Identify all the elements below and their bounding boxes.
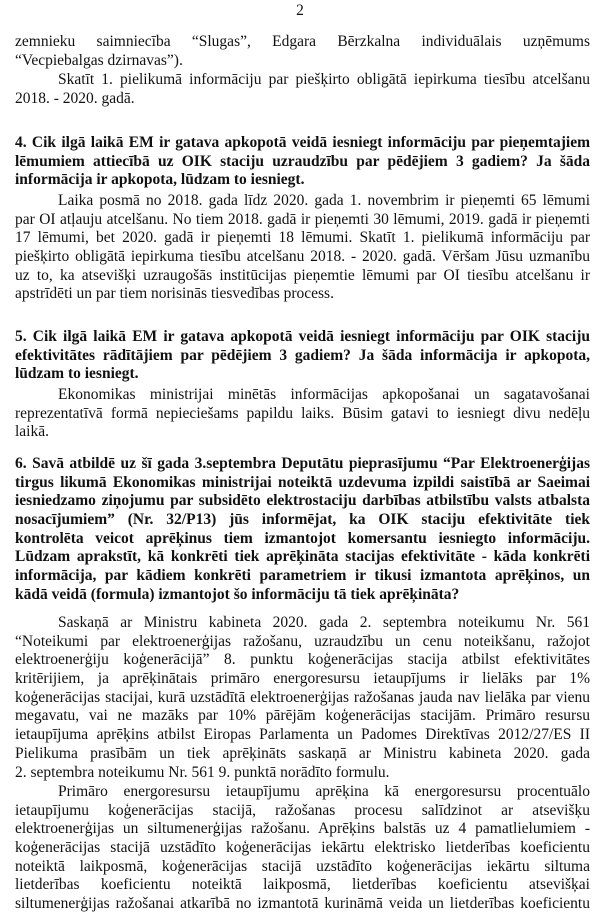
- text-line: lēmumiem attiecībā uz OIK staciju uzraudzību par pēdējiem 3 gadiem? Ja šāda: [15, 152, 590, 170]
- text-line: laikā.: [15, 423, 49, 441]
- text-line: zemnieku saimniecība “Slugas”, Edgara Bērzkalna individuālais uzņēmums: [15, 33, 590, 50]
- text-line: apstrīdēti un par tiem norisinās tiesvedības process.: [15, 285, 334, 303]
- paragraph-continuation: [15, 33, 590, 70]
- text-line: ietaupījuma aprēķins atbilst Eiropas Parlamenta un Padomes Direktīvas 2012/27/ES II: [15, 726, 590, 744]
- text-line: iesniedzamo ziņojumu par subsidēto elektrostaciju darbības atbilstību valsts atbalsta: [15, 492, 590, 510]
- text-line: Laika posmā no 2018. gada līdz 2020. gada 1. novembrim ir pieņemti 65 lēmumi: [58, 192, 590, 209]
- text-line: elektroenerģijas un siltumenerģijas ražošanu. Aprēķins balstās uz 4 pamatlielumiem -: [15, 820, 590, 838]
- text-line: 6. Savā atbildē uz šī gada 3.septembra Deputātu pieprasījumu “Par Elektroenerģijas: [15, 455, 590, 472]
- paragraph-annex-reference: [15, 71, 590, 108]
- text-line: Ekonomikas ministrijai minētās informācijas apkopošanai un sagatavošanai: [58, 386, 590, 403]
- text-line: Skatīt 1. pielikumā informāciju par piešķirto obligātā iepirkuma tiesību atcelšanu: [58, 71, 590, 88]
- text-line: noteiktā laikposmā, koģenerācijas stacijā uzstādīto koģenerācijas iekārtu siltuma: [15, 857, 590, 875]
- text-line: 2018. - 2020. gadā.: [15, 89, 135, 107]
- question-4: [15, 134, 590, 190]
- text-line: “Noteikumi par elektroenerģijas ražošanu, uzraudzību un cenu noteikšanu, ražojot: [15, 632, 590, 650]
- text-line: informācija, par kādiem konkrēti parametriem ir tikusi izmantota aprēķinos, un: [15, 567, 590, 585]
- text-line: piešķirto obligātā iepirkuma tiesību atcelšanu 2018. - 2020. gadā. Vēršam Jūsu uzmanību: [15, 248, 590, 266]
- page-number: 2: [296, 2, 304, 19]
- answer-6-paragraph-2: [15, 783, 590, 914]
- text-line: Primāro energoresursu ietaupījumu aprēķina kā energoresursu procentuālo: [58, 783, 590, 800]
- answer-6-paragraph-1: [15, 614, 590, 782]
- text-line: elektroenerģiju koģenerācijā” 8. punktu koģenerācijas stacija atbilst efektivitātes: [15, 651, 590, 669]
- text-line: uz to, ka atsevišķi uzraugošās institūcijas pieņemtie lēmumi par OI tiesību atcelšanu ir: [15, 266, 590, 284]
- text-line: Saskaņā ar Ministru kabineta 2020. gada 2. septembra noteikumu Nr. 561: [58, 614, 590, 631]
- text-line: koģenerācijas stacijā uzstādīto koģenerācijas iekārtu elektrisko lietderības koeficientu: [15, 839, 590, 857]
- text-line: Pielikuma prasībām un tiek aprēķināts saskaņā ar Ministru kabineta 2020. gada: [15, 744, 590, 762]
- question-5: [15, 328, 590, 384]
- text-line: 4. Cik ilgā laikā EM ir gatava apkopotā veidā iesniegt informāciju par pieņemtajiem: [15, 134, 590, 151]
- text-line: siltumenerģijas ražošanai atkarībā no izmantotā kurināmā veida un lietderības koeficientu: [15, 895, 590, 913]
- answer-5: [15, 386, 590, 442]
- question-6: [15, 455, 590, 605]
- text-line: reprezentatīvā formā nepieciešams papildu laiks. Būsim gatavi to iesniegt divu nedēļu: [15, 404, 590, 422]
- text-line: informācija ir apkopota, lūdzam to iesniegt.: [15, 171, 305, 189]
- text-line: par OI atļauju atcelšanu. No tiem 2018. gadā ir pieņemti 30 lēmumi, 2019. gadā ir pieņemti: [15, 210, 590, 228]
- text-line: megavatu, vai ne mazāks par 10% pārējām koģenerācijas stacijām. Primāro resursu: [15, 707, 590, 725]
- text-line: 17 lēmumi, bet 2020. gadā ir pieņemti 18 lēmumi. Skatīt 1. pielikumā informāciju par: [15, 229, 590, 247]
- text-line: kontrolēta veicot aprēķinus tiem izmantojot komersantu iesniegto informāciju.: [15, 529, 590, 547]
- text-line: nosacījumiem” (Nr. 32/P13) jūs informējat, ka OIK staciju efektivitāte tiek: [15, 511, 590, 529]
- answer-4: [15, 192, 590, 304]
- text-line: ietaupījumu koģenerācijas stacijā, ražošanas procesu salīdzinot ar atsevišķu: [15, 801, 590, 819]
- text-line: kādā veidā (formula) izmantojot šo informāciju tā tiek aprēķināta?: [15, 585, 460, 603]
- text-line: 2. septembra noteikumu Nr. 561 9. punktā norādīto formulu.: [15, 763, 390, 781]
- text-line: Lūdzam aprakstīt, kā konkrēti tiek aprēķināta stacijas efektivitāte - kāda konkrēti: [15, 548, 590, 566]
- text-line: koģenerācijas stacijai, kurā uzstādītā elektroenerģijas ražošanas jauda nav lielāka par vienu: [15, 688, 590, 706]
- text-line: lūdzam to iesniegt.: [15, 365, 139, 383]
- text-line: tirgus likumā Ekonomikas ministrijai noteiktā uzdevuma izpildi saistībā ar Saeimai: [15, 473, 590, 491]
- text-line: efektivitātes rādītājiem par pēdējiem 3 gadiem? Ja šāda informācija ir apkopota,: [15, 346, 590, 364]
- text-line: 5. Cik ilgā laikā EM ir gatava apkopotā veidā iesniegt informāciju par OIK staciju: [15, 328, 590, 345]
- text-line: “Vecpiebalgas dzirnavas”).: [15, 51, 183, 69]
- text-line: lietderības koeficientu noteiktā laikposmā, lietderības koeficientu atsevišķai: [15, 876, 590, 894]
- text-line: kritērijiem, ja aprēķinātais primāro energoresursu ietaupījums ir lielāks par 1%: [15, 670, 590, 688]
